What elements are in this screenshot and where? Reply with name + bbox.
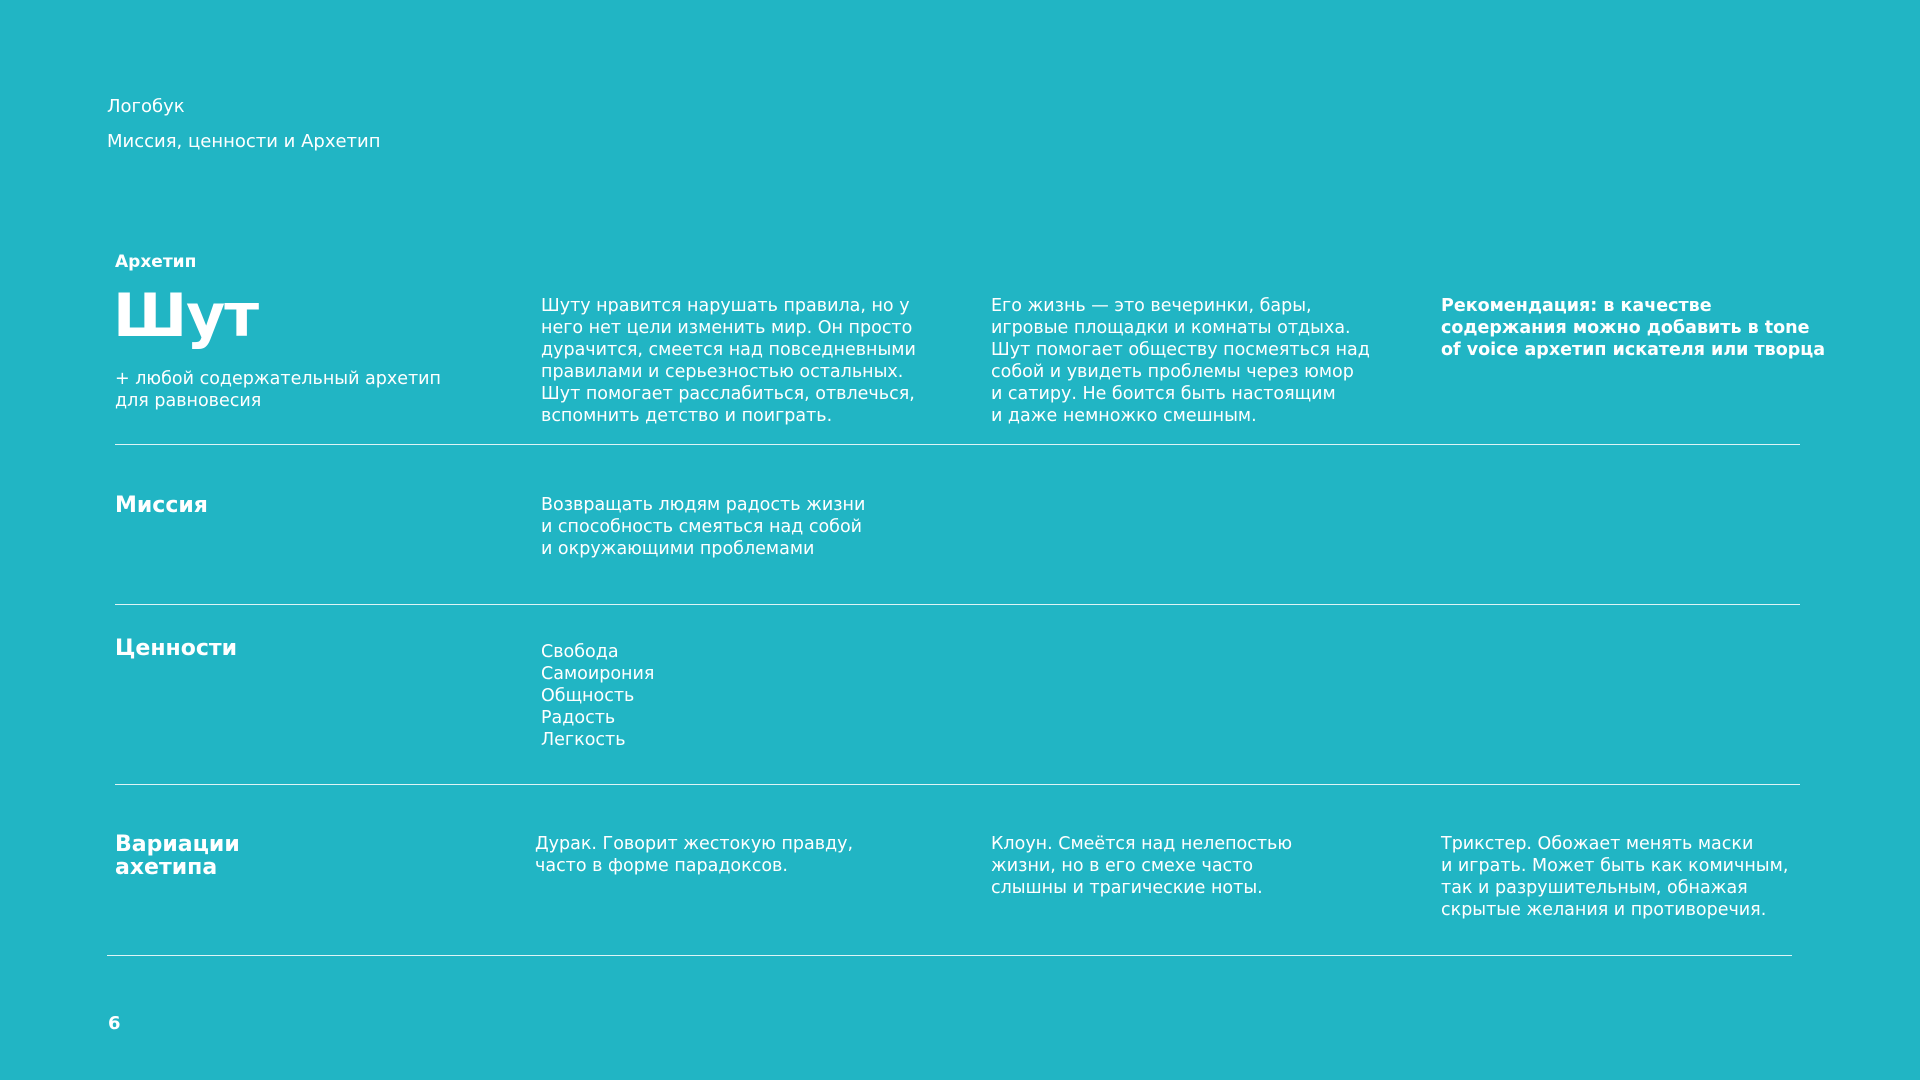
variation-clown: Клоун. Смеётся над нелепостью жизни, но в его смехе часто слышны и трагические ноты. xyxy=(991,834,1293,898)
archetype-note: + любой содержательный архетип для равновесия xyxy=(115,369,441,411)
value-item-joy: Радость xyxy=(541,708,616,728)
divider-4 xyxy=(107,955,1792,956)
value-item-freedom: Свобода xyxy=(541,642,619,662)
header-section-title: Миссия, ценности и Архетип xyxy=(107,131,381,152)
archetype-description-2: Его жизнь — это вечеринки, бары, игровые площадки и комнаты отдыха. Шут помогает обществу посмеяться над собой и увидеть проблемы через юмор и сатиру. Не боится быть настоящим и даже немножко смешным. xyxy=(991,296,1370,426)
header-logobook: Логобук xyxy=(107,96,185,117)
values-title: Ценности xyxy=(115,636,238,661)
values-list xyxy=(541,641,841,751)
variations-title: Вариации ахетипа xyxy=(115,832,240,880)
value-item-community: Общность xyxy=(541,686,635,706)
mission-title: Миссия xyxy=(115,493,208,518)
archetype-label: Архетип xyxy=(115,252,197,272)
value-item-self-irony: Самоирония xyxy=(541,664,655,684)
value-item-lightness: Легкость xyxy=(541,730,626,750)
archetype-name: Шут xyxy=(113,281,259,351)
archetype-recommendation: Рекомендация: в качестве содержания можно добавить в tone of voice архетип искателя или творца xyxy=(1441,296,1826,360)
page-number: 6 xyxy=(108,1013,121,1034)
archetype-description-1: Шуту нравится нарушать правила, но у него нет цели изменить мир. Он просто дурачится, смеется над повседневными правилами и серьезностью остальных. Шут помогает расслабиться, отвлечься, вспомнить детство и поиграть. xyxy=(541,296,916,426)
divider-1 xyxy=(115,444,1800,445)
divider-3 xyxy=(115,784,1800,785)
variation-fool: Дурак. Говорит жестокую правду, часто в форме парадоксов. xyxy=(535,834,854,876)
mission-text: Возвращать людям радость жизни и способность смеяться над собой и окружающими проблемами xyxy=(541,495,866,559)
variation-trickster: Трикстер. Обожает менять маски и играть. Может быть как комичным, так и разрушительным, обнажая скрытые желания и противоречия. xyxy=(1441,834,1789,920)
divider-2 xyxy=(115,604,1800,605)
